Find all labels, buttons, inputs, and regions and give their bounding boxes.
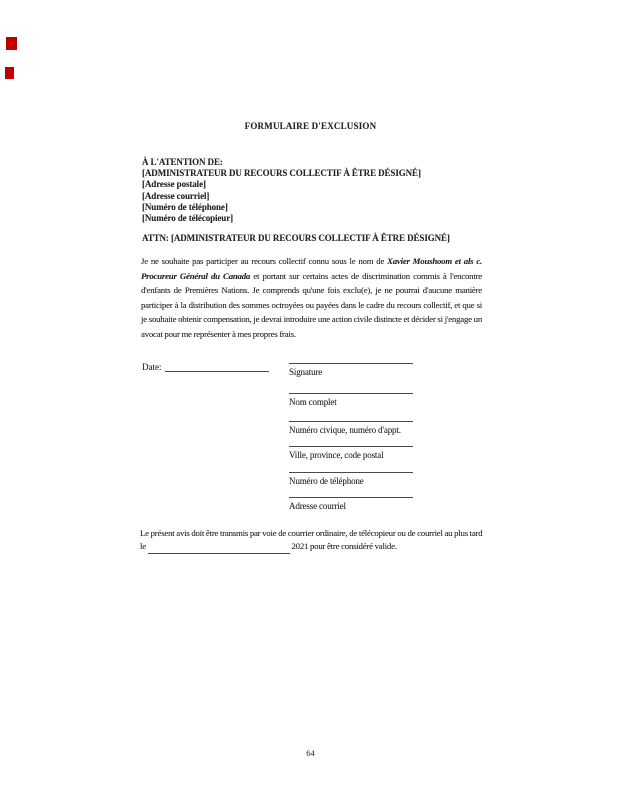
email-blank-line <box>289 497 413 498</box>
declaration-text-start: Je ne souhaite pas participer au recours collectif connu sous le nom de <box>141 256 388 266</box>
page-title: FORMULAIRE D'EXCLUSION <box>244 121 377 131</box>
notice-text-start: Le présent avis doit être transmis par voie de courrier ordinaire, de télécopieur ou de courriel au plus tard le <box>140 528 483 552</box>
declaration-paragraph <box>141 254 482 342</box>
form-field-street-number <box>289 421 413 435</box>
recipient-line: [Adresse postale] <box>142 179 206 190</box>
form-field-email <box>289 497 413 511</box>
red-scan-mark <box>6 37 17 50</box>
attention-label: À L'ATENTION DE: <box>142 157 223 167</box>
field-label: Numéro de téléphone <box>289 476 364 486</box>
form-field-signature <box>289 363 413 377</box>
city-province-blank-line <box>289 446 413 447</box>
page-number: 64 <box>306 748 315 758</box>
red-scan-mark <box>5 67 14 79</box>
recipient-line: [Numéro de téléphone] <box>142 201 228 212</box>
declaration-text-end: et portant sur certains actes de discrimination commis à l'encontre d'enfants de Premières Nations. Je comprends qu'une fois exclu(e), je ne pourrai d'aucune manière participer à la distribution des sommes octroyées ou payées dans le cadre du recours collectif, et que si je souhaite obtenir compensation, je devrai introduire une action civile distincte et décider si j'engage un avocat pour me représenter à mes propres frais. <box>141 270 482 339</box>
recipient-line: [Adresse courriel] <box>142 190 210 201</box>
field-label: Signature <box>289 367 323 377</box>
phone-blank-line <box>289 472 413 473</box>
full-name-blank-line <box>289 393 413 394</box>
recipient-line: [ADMINISTRATEUR DU RECOURS COLLECTIF À ÊTRE DÉSIGNÉ] <box>142 168 421 179</box>
field-label: Ville, province, code postal <box>289 450 384 460</box>
recipient-address-block <box>142 157 421 224</box>
date-label: Date: <box>142 362 162 372</box>
case-name: Xavier Moushoom et als c. Procureur Général du Canada <box>141 256 482 281</box>
deadline-blank-line <box>148 544 290 554</box>
street-number-blank-line <box>289 421 413 422</box>
field-label: Numéro civique, numéro d'appt. <box>289 425 401 435</box>
form-field-full-name <box>289 393 413 407</box>
notice-text-end: 2021 pour être considéré valide. <box>289 541 397 552</box>
transmission-notice <box>140 527 486 554</box>
form-field-phone <box>289 472 413 486</box>
field-label: Nom complet <box>289 397 337 407</box>
attn-line: ATTN: [ADMINISTRATEUR DU RECOURS COLLECTIF À ÊTRE DÉSIGNÉ] <box>142 233 450 243</box>
field-label: Adresse courriel <box>289 501 346 511</box>
form-field-city-province <box>289 446 413 460</box>
date-field <box>142 362 269 372</box>
recipient-line: [Numéro de télécopieur] <box>142 213 234 224</box>
date-blank-line <box>165 362 269 372</box>
signature-blank-line <box>289 363 413 364</box>
